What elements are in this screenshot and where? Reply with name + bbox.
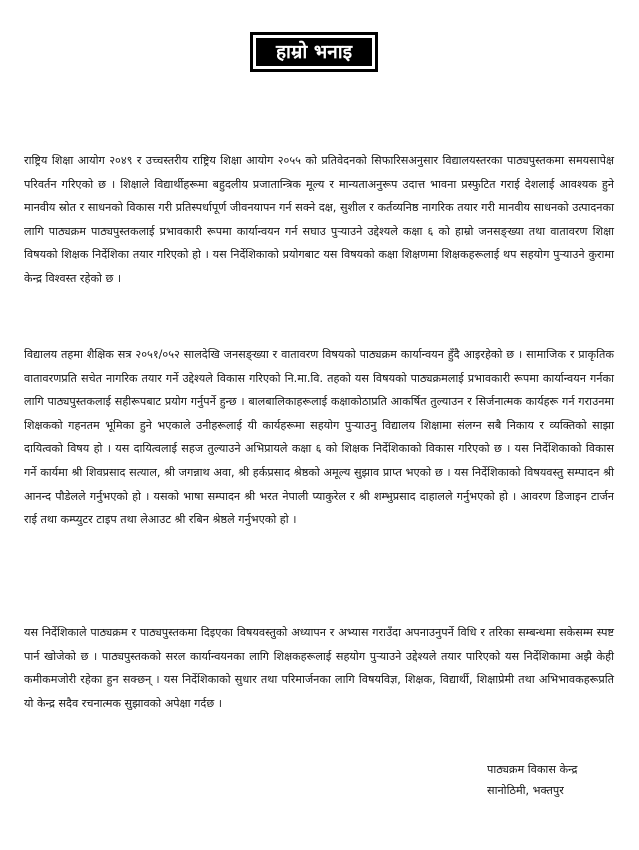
page-title: हाम्रो भनाइ <box>256 38 372 66</box>
paragraph-3: यस निर्देशिकाले पाठ्यक्रम र पाठ्यपुस्तकमा दिइएका विषयवस्तुको अध्यापन र अभ्यास गराउँदा अपनाउनुपर्ने विधि र तरिका सम्बन्धमा सकेसम्म स्पष्ट पार्न खोजेको छ । पाठ्यपुस्तकको सरल कार्यान्वयनका लागि शिक्षकहरूलाई सहयोग पुऱ्याउने उद्देश्यले तयार पारिएको यस निर्देशिकामा अझै केही कमीकमजोरी रहेका हुन सक्छन् । यस निर्देशिकाको सुधार तथा परिमार्जनका लागि विषयविज्ञ, शिक्षक, विद्यार्थी, शिक्षाप्रेमी तथा अभिभावकहरूप्रति यो केन्द्र सदैव रचनात्मक सुझावको अपेक्षा गर्दछ । <box>24 626 614 710</box>
title-frame <box>250 32 378 72</box>
signature-location: सानोठिमी, भक्तपुर <box>487 784 564 797</box>
signature-organization: पाठ्यक्रम विकास केन्द्र <box>487 763 578 776</box>
paragraph-1: राष्ट्रिय शिक्षा आयोग २०४९ र उच्चस्तरीय राष्ट्रिय शिक्षा आयोग २०५५ को प्रतिवेदनको सिफारिसअनुसार विद्यालयस्तरका पाठ्यपुस्तकमा समयसापेक्ष परिवर्तन गरिएको छ । शिक्षाले विद्यार्थीहरूमा बहुदलीय प्रजातान्त्रिक मूल्य र मान्यताअनुरूप उदात्त भावना प्रस्फुटित गराई देशलाई आवश्यक हुने मानवीय स्रोत र साधनको विकास गरी प्रतिस्पर्धापूर्ण जीवनयापन गर्न सक्ने दक्ष, सुशील र कर्तव्यनिष्ठ नागरिक तयार गरी मानवीय साधनको उत्पादनका लागि पाठ्यक्रम पाठ्यपुस्तकलाई प्रभावकारी रूपमा कार्यान्वयन गर्न सघाउ पुऱ्याउने उद्देश्यले कक्षा ६ को हाम्रो जनसङ्ख्या तथा वातावरण शिक्षा विषयको शिक्षक निर्देशिका तयार गरिएको हो । यस निर्देशिकाको प्रयोगबाट यस विषयको कक्षा शिक्षणमा शिक्षकहरूलाई थप सहयोग पुऱ्याउने कुरामा केन्द्र विश्वस्त रहेको छ । <box>24 154 614 285</box>
paragraph-2: विद्यालय तहमा शैक्षिक सत्र २०५१/०५२ सालदेखि जनसङ्ख्या र वातावरण विषयको पाठ्यक्रम कार्यान्वयन हुँदै आइरहेको छ । सामाजिक र प्राकृतिक वातावरणप्रति सचेत नागरिक तयार गर्ने उद्देश्यले विकास गरिएको नि.मा.वि. तहको यस विषयको पाठ्यक्रमलाई प्रभावकारी रूपमा कार्यान्वयन गर्नका लागि पाठ्यपुस्तकलाई सहीरूपबाट प्रयोग गर्नुपर्ने हुन्छ । बालबालिकाहरूलाई कक्षाकोठाप्रति आकर्षित तुल्याउन र सिर्जनात्मक कार्यहरू गर्न गराउनमा शिक्षकको गहनतम भूमिका हुने भएकाले उनीहरूलाई यी कार्यहरूमा सहयोग पुऱ्याउनु विद्यालय शिक्षामा संलग्न सबै निकाय र व्यक्तिको साझा दायित्वको विषय हो । यस दायित्वलाई सहज तुल्याउने अभिप्रायले कक्षा ६ को शिक्षक निर्देशिकाको विकास गरिएको छ । यस निर्देशिकाको विकास गर्ने कार्यमा श्री शिवप्रसाद सत्याल, श्री जगन्नाथ अवा, श्री हर्कप्रसाद श्रेष्ठको अमूल्य सुझाव प्राप्त भएको छ । यस निर्देशिकाको विषयवस्तु सम्पादन श्री आनन्द पौडेलले गर्नुभएको हो । यसको भाषा सम्पादन श्री भरत नेपाली प्याकुरेल र श्री शम्भुप्रसाद दाहालले गर्नुभएको हो । आवरण डिजाइन टार्जन राई तथा कम्प्युटर टाइप तथा लेआउट श्री रबिन श्रेष्ठले गर्नुभएको हो । <box>24 348 614 527</box>
